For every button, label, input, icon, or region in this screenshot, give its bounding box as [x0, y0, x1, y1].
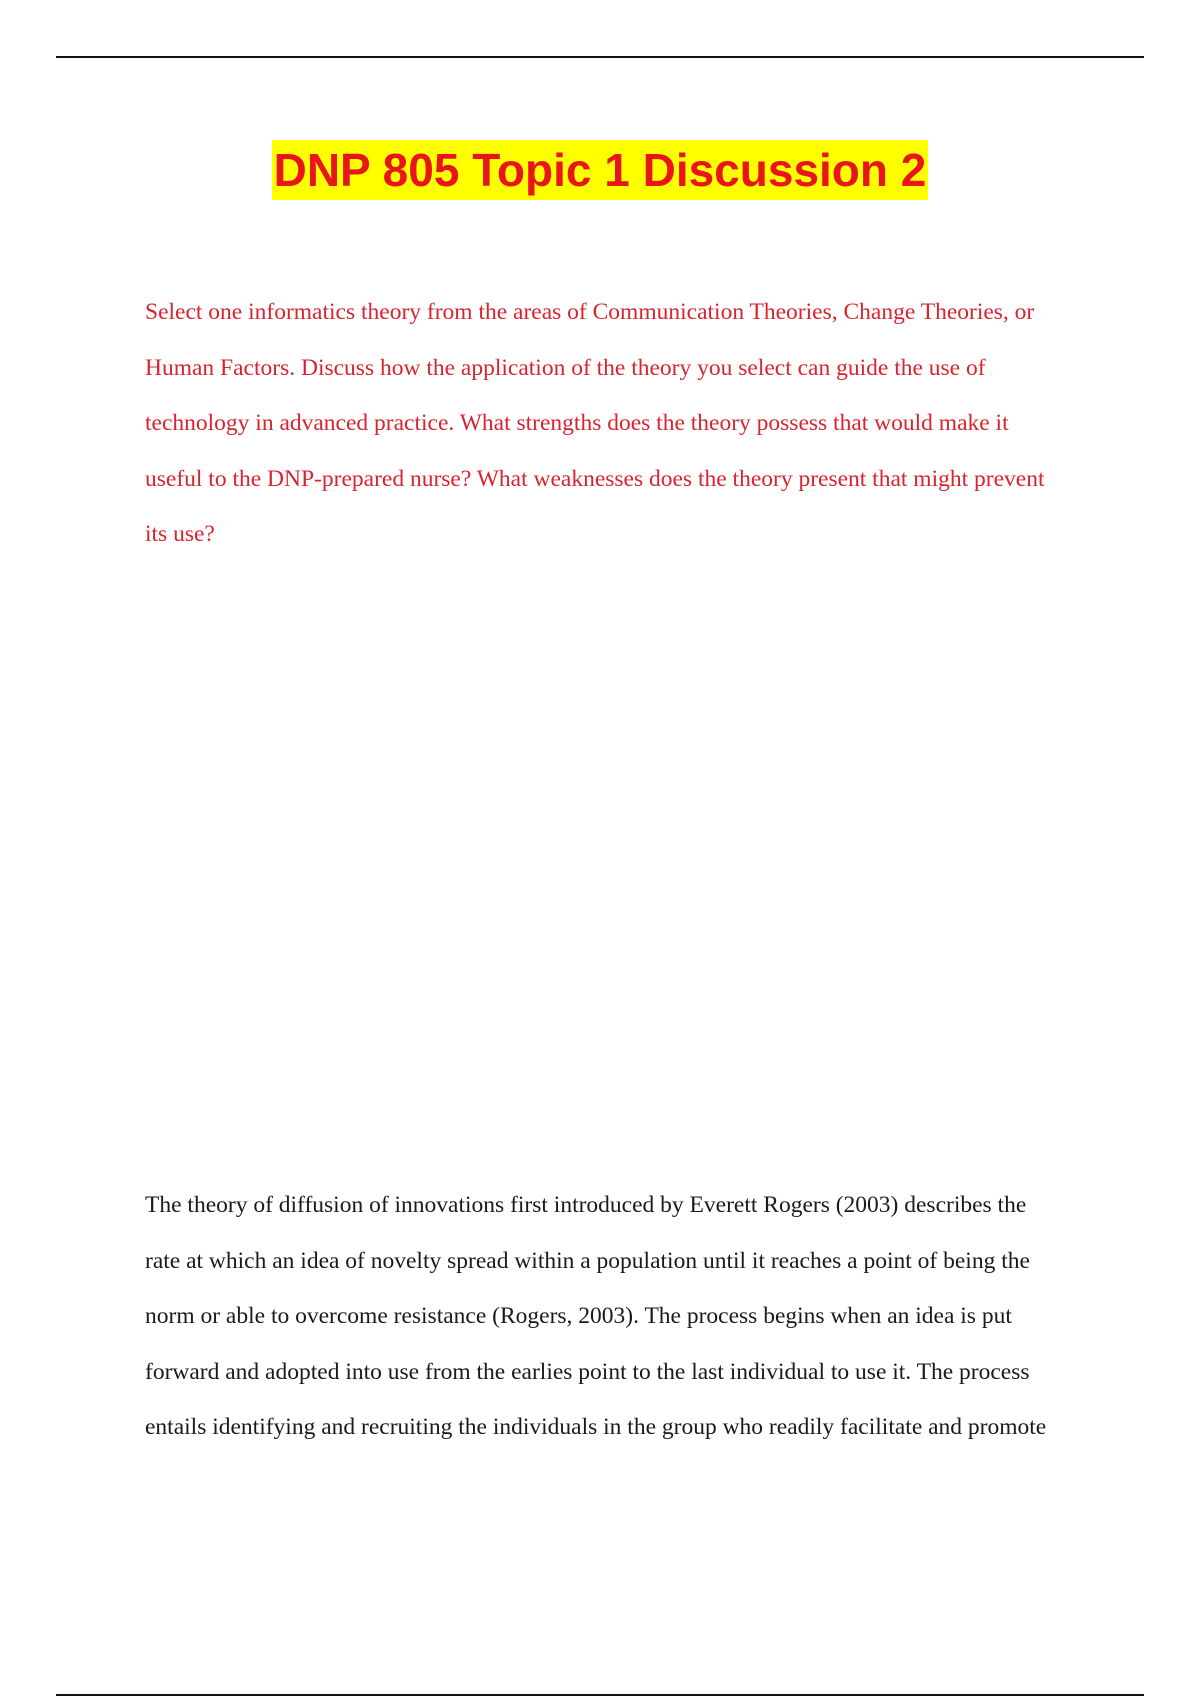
bottom-rule — [56, 1694, 1144, 1696]
body-line: forward and adopted into use from the earlies point to the last individual to use it. The process — [145, 1358, 1030, 1385]
prompt-line: its use? — [145, 521, 215, 547]
discussion-prompt — [145, 285, 1080, 563]
top-rule — [56, 56, 1144, 58]
title-container — [0, 140, 1200, 200]
response-body — [145, 1178, 1080, 1456]
prompt-line: Select one informatics theory from the areas of Communication Theories, Change Theories, or — [145, 299, 1035, 325]
body-line: norm or able to overcome resistance (Rogers, 2003). The process begins when an idea is put — [145, 1303, 1012, 1329]
body-line: entails identifying and recruiting the individuals in the group who readily facilitate and promote — [145, 1414, 1047, 1440]
body-line: The theory of diffusion of innovations first introduced by Everett Rogers (2003) describes the — [145, 1192, 1027, 1218]
body-line: rate at which an idea of novelty spread within a population until it reaches a point of being the — [145, 1247, 1030, 1274]
prompt-line: technology in advanced practice. What strengths does the theory possess that would make it — [145, 410, 1009, 436]
prompt-line: useful to the DNP-prepared nurse? What weaknesses does the theory present that might prevent — [145, 465, 1045, 492]
document-title: DNP 805 Topic 1 Discussion 2 — [272, 140, 929, 200]
prompt-line: Human Factors. Discuss how the application of the theory you select can guide the use of — [145, 354, 986, 381]
